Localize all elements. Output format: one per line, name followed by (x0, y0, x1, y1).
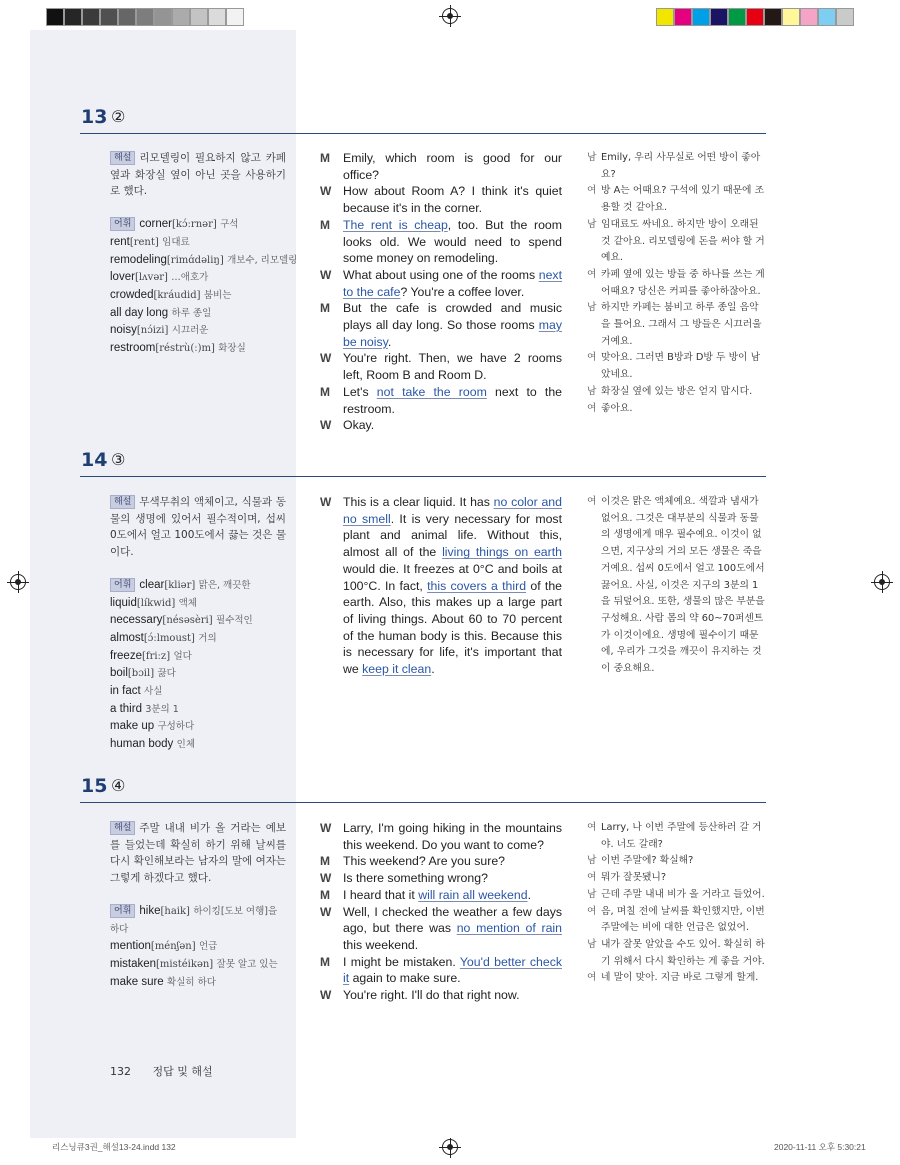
translation-speaker: 여 (587, 872, 597, 884)
dialogue-text (343, 384, 562, 417)
explanation (110, 150, 286, 200)
dialogue-line (320, 183, 562, 216)
vocab-word: mistaken (110, 957, 157, 970)
color-swatch (208, 8, 226, 26)
translation-line (587, 970, 767, 987)
translation-line (587, 183, 767, 216)
translation-speaker: 남 (587, 385, 597, 397)
dialogue-fragment: This weekend? Are you sure? (343, 854, 506, 869)
translation-text: 이것은 맑은 액체예요. 색깔과 냄새가 없어요. 그것은 대부분의 식물과 동물의 생명에게 매우 필수예요. 이것이 없으면, 지구상의 거의 모든 생물은 죽을 거예요. 섭씨 0도에서 얼고 100도에서 끓어요. 사실, 이것은 지구의 3분의 1을 뒤덮어요. 또한, 생물의 많은 부분을 구성해요. 사람 몸의 약 60~70퍼센트가 이것이에요. 생명에 필수이기 때문에, 우리가 그것을 깨끗이 유지하는 것이 중요해요. (601, 496, 765, 675)
dialogue-text (343, 987, 562, 1004)
translation-line (587, 904, 767, 937)
key-phrase: living things on earth (442, 545, 562, 560)
dialogue-text (343, 267, 562, 300)
translation-speaker: 여 (587, 402, 597, 414)
translation-speaker: 여 (587, 822, 597, 833)
registration-mark-left (10, 574, 26, 590)
translation-speaker: 여 (587, 185, 597, 197)
color-swatch (154, 8, 172, 26)
translation-speaker: 남 (587, 938, 597, 950)
dialogue-script (320, 494, 562, 678)
color-swatch (656, 8, 674, 26)
vocab-item (110, 903, 286, 938)
key-phrase: this covers a third (427, 578, 527, 593)
dialogue-script (320, 820, 562, 1004)
vocab-word: human body (110, 738, 174, 751)
explanation-column (110, 150, 298, 358)
dialogue-line (320, 494, 562, 678)
dialogue-text (343, 183, 562, 216)
translation-speaker: 여 (587, 972, 597, 984)
dialogue-fragment: ? You're a coffee lover. (400, 284, 525, 299)
dialogue-line (320, 350, 562, 383)
dialogue-fragment: But the cafe is crowded and music plays all day long. So those rooms (343, 301, 562, 333)
speaker-label: W (320, 267, 332, 282)
color-swatch-bar-left (46, 8, 244, 26)
vocab-badge: 어휘 (110, 578, 135, 592)
translation-line (587, 150, 767, 183)
question-number: 13 (81, 106, 108, 128)
dialogue-fragment: This is a clear liquid. It has (343, 495, 494, 509)
translation-line (587, 937, 767, 970)
dialogue-fragment: Larry, I'm going hiking in the mountains this weekend. Do you want to come? (343, 821, 562, 852)
translation-text: 좋아요. (601, 402, 633, 414)
explanation-column (110, 494, 286, 754)
vocab-meaning: 끓다 (157, 668, 176, 680)
vocab-item (110, 269, 286, 287)
vocab-word: restroom (110, 342, 156, 355)
vocab-meaning: …애호가 (171, 272, 209, 284)
vocab-word: boil (110, 667, 128, 680)
vocab-item (110, 701, 286, 719)
vocab-pronunciation: [nésəsèri] (162, 615, 213, 627)
color-swatch (190, 8, 208, 26)
dialogue-script (320, 150, 562, 434)
explanation-badge: 해설 (110, 821, 135, 835)
translation-text: 내가 잘못 알았을 수도 있어. 확실히 하기 위해서 다시 확인하는 게 좋을 거야. (601, 938, 765, 967)
vocab-pronunciation: [friːz] (141, 650, 171, 662)
vocab-pronunciation: [ɔ́ːlmoust] (143, 632, 195, 644)
vocab-pronunciation: [lʌvər] (134, 272, 168, 284)
translation-text: 음, 며칠 전에 날씨를 확인했지만, 이번 주말에는 비에 대한 언급은 없었어. (601, 905, 765, 934)
print-slug-timestamp: 2020-11-11 오후 5:30:21 (774, 1142, 866, 1152)
vocab-word: noisy (110, 324, 137, 337)
explanation-column (110, 820, 286, 991)
dialogue-text (343, 954, 562, 987)
registration-mark-right (874, 574, 890, 590)
translation-text: 맞아요. 그러면 B방과 D방 두 방이 남았네요. (601, 352, 761, 381)
translation-text: 화장실 옆에 있는 방은 얻지 맙시다. (601, 385, 753, 397)
dialogue-fragment: . (387, 334, 392, 349)
color-swatch (710, 8, 728, 26)
dialogue-line (320, 384, 562, 417)
speaker-label: M (320, 151, 330, 165)
section-name: 정답 및 해설 (152, 1065, 213, 1078)
translation-speaker: 여 (587, 268, 597, 280)
speaker-label: W (320, 418, 332, 433)
vocab-item (110, 630, 286, 648)
question-answer: ④ (111, 776, 126, 795)
explanation-badge: 해설 (110, 151, 135, 165)
vocab-meaning: 하루 종일 (171, 307, 212, 319)
dialogue-text (343, 417, 562, 434)
translation-text: 네 말이 맞아. 지금 바로 그렇게 할게. (601, 972, 759, 984)
translation-text: Larry, 나 이번 주말에 등산하러 갈 거야. 너도 갈래? (601, 822, 762, 850)
dialogue-text (343, 350, 562, 383)
dialogue-line (320, 870, 562, 887)
vocab-meaning: 개보수, 리모델링 (227, 254, 298, 266)
speaker-label: M (320, 384, 330, 399)
vocab-meaning: 잘못 알고 있는 (216, 958, 278, 970)
vocab-item (110, 305, 286, 323)
vocab-word: necessary (110, 614, 163, 627)
color-swatch (728, 8, 746, 26)
vocab-word: almost (110, 631, 144, 644)
question-number: 14 (81, 449, 108, 471)
translation-speaker: 여 (587, 352, 597, 364)
question-header (80, 106, 766, 134)
vocab-meaning: 언급 (198, 941, 218, 953)
translation-line (587, 887, 767, 904)
dialogue-line (320, 217, 562, 267)
dialogue-text (343, 904, 562, 954)
key-phrase: no mention of rain (456, 921, 562, 936)
vocab-pronunciation: [kɔ́ːrnər] (172, 219, 217, 231)
translation-line (587, 820, 767, 853)
color-swatch (136, 8, 154, 26)
translation-column (587, 494, 767, 678)
vocab-word: lover (110, 271, 135, 284)
key-phrase: You'd better check it (343, 954, 563, 986)
translation-speaker: 여 (587, 496, 597, 507)
translation-column (587, 820, 767, 987)
translation-line (587, 217, 767, 267)
dialogue-fragment: Okay. (343, 418, 375, 433)
vocab-pronunciation: [réstrù(ː)m] (155, 343, 215, 355)
vocab-word: freeze (110, 649, 142, 662)
dialogue-line (320, 954, 562, 987)
color-swatch (118, 8, 136, 26)
speaker-label: W (320, 351, 332, 366)
vocab-meaning: 시끄러운 (171, 325, 209, 337)
vocab-meaning: 임대료 (162, 236, 190, 248)
dialogue-text (343, 300, 562, 350)
speaker-label: W (320, 184, 332, 199)
vocab-pronunciation: [mistéikən] (156, 958, 214, 970)
vocab-item (110, 252, 298, 270)
dialogue-fragment: How about Room A? I think it's quiet because it's in the corner. (343, 184, 562, 216)
question-number: 15 (81, 775, 108, 797)
vocab-word: hike (139, 904, 161, 917)
vocab-item (110, 683, 286, 701)
vocab-item (110, 956, 286, 974)
vocab-meaning: 확실히 하다 (167, 976, 216, 988)
color-swatch (782, 8, 800, 26)
vocab-item (110, 287, 286, 305)
dialogue-line (320, 904, 562, 954)
color-swatch (82, 8, 100, 26)
vocab-word: in fact (110, 685, 141, 698)
dialogue-fragment: I might be mistaken. (343, 954, 460, 969)
vocab-pronunciation: [rent] (129, 236, 159, 248)
color-swatch (674, 8, 692, 26)
translation-text: 뭐가 잘못됐니? (601, 872, 667, 884)
color-swatch-bar-right (656, 8, 854, 26)
vocab-pronunciation: [rimɑ́dəliŋ] (166, 254, 224, 266)
vocab-item (110, 340, 286, 358)
translation-line (587, 350, 767, 383)
dialogue-fragment: What about using one of the rooms (343, 267, 539, 282)
vocab-item (110, 665, 286, 683)
translation-text: 카페 옆에 있는 방들 중 하나를 쓰는 게 어때요? 당신은 커피를 좋아하잖아요. (601, 268, 765, 297)
translation-speaker: 남 (587, 152, 597, 163)
dialogue-text (343, 887, 562, 904)
vocab-pronunciation: [nɔ́izi] (136, 325, 169, 337)
dialogue-fragment: of the earth. Also, this makes up a large part of living things. About 60 to 70 percent of the human body is this. Because this is necessary for life, it's important that we (343, 578, 562, 677)
page-number: 132 (110, 1065, 131, 1078)
vocab-meaning: 붐비는 (203, 289, 232, 301)
registration-mark-top (442, 8, 458, 24)
dialogue-fragment: Emily, which room is good for our office? (343, 151, 562, 182)
dialogue-line (320, 417, 562, 434)
question-header (80, 775, 766, 803)
vocab-meaning: 액체 (178, 597, 197, 609)
dialogue-text (343, 870, 562, 887)
explanation-text: 리모델링이 필요하지 않고 카페 옆과 화장실 옆이 아닌 곳을 사용하기로 했다. (110, 152, 286, 198)
key-phrase: not take the room (376, 384, 487, 399)
speaker-label: W (320, 871, 332, 886)
translation-text: 이번 주말에? 확실해? (601, 855, 694, 867)
vocab-list (110, 577, 286, 754)
translation-line (587, 401, 767, 418)
vocab-pronunciation: [kliər] (164, 579, 196, 591)
vocab-meaning: 하이킹[도보 여행]을 하다 (110, 905, 278, 935)
color-swatch (226, 8, 244, 26)
translation-text: Emily, 우리 사무실로 어떤 방이 좋아요? (601, 152, 761, 180)
key-phrase: The rent is cheap (343, 217, 448, 232)
vocab-meaning: 거의 (198, 632, 217, 644)
vocab-item (110, 322, 286, 340)
speaker-label: W (320, 988, 332, 1003)
explanation-text: 주말 내내 비가 올 거라는 예보를 들었는데 확실히 하기 위해 날씨를 다시 확인해보라는 남자의 말에 여자는 그렇게 하겠다고 했다. (110, 822, 286, 885)
dialogue-fragment: . It is very necessary for most plant and animal life. Without this, almost all of the (343, 511, 563, 560)
color-swatch (764, 8, 782, 26)
speaker-label: W (320, 821, 332, 835)
dialogue-line (320, 987, 562, 1004)
dialogue-fragment: would die. It freezes at 0°C and boils at 100°C. In fact, (343, 561, 562, 593)
key-phrase: next to the cafe (343, 267, 562, 299)
page-footer (110, 1063, 213, 1079)
vocab-word: corner (139, 218, 172, 231)
vocab-pronunciation: [ménʃən] (150, 941, 196, 953)
dialogue-line (320, 267, 562, 300)
color-swatch (692, 8, 710, 26)
color-swatch (172, 8, 190, 26)
translation-line (587, 300, 767, 350)
translation-text: 하지만 카페는 붐비고 하루 종일 음악을 틀어요. 그래서 그 방들은 시끄러울 거예요. (601, 302, 762, 347)
vocab-pronunciation: [kráudid] (153, 289, 201, 301)
translation-column (587, 150, 767, 417)
vocab-meaning: 구석 (220, 219, 239, 231)
explanation-badge: 해설 (110, 495, 135, 509)
dialogue-fragment: You're right. I'll do that right now. (343, 988, 520, 1003)
translation-line (587, 870, 767, 887)
vocab-meaning: 인체 (176, 739, 195, 751)
vocab-word: liquid (110, 596, 137, 609)
translation-text: 방 A는 어때요? 구석에 있기 때문에 조용할 것 같아요. (601, 185, 765, 214)
translation-line (587, 853, 767, 870)
vocab-word: a third (110, 702, 142, 715)
color-swatch (64, 8, 82, 26)
vocab-badge: 어휘 (110, 217, 135, 231)
key-phrase: will rain all weekend (418, 887, 528, 902)
vocab-badge: 어휘 (110, 904, 135, 918)
dialogue-text (343, 853, 562, 870)
dialogue-fragment: You're right. Then, we have 2 rooms left, Room B and Room D. (343, 351, 562, 383)
vocab-pronunciation: [bɔil] (127, 668, 155, 680)
color-swatch (746, 8, 764, 26)
dialogue-line (320, 150, 562, 183)
dialogue-line (320, 887, 562, 904)
speaker-label: W (320, 495, 332, 509)
dialogue-fragment: Is there something wrong? (343, 871, 488, 886)
print-slug-file: 리스닝큐3권_해설13-24.indd 132 (52, 1142, 176, 1152)
color-swatch (836, 8, 854, 26)
vocab-meaning: 3분의 1 (145, 703, 179, 715)
vocab-meaning: 필수적인 (216, 615, 253, 627)
vocab-meaning: 사실 (144, 686, 163, 698)
question-header (80, 449, 766, 477)
dialogue-text (343, 494, 562, 678)
dialogue-fragment: . (431, 662, 435, 677)
color-swatch (100, 8, 118, 26)
dialogue-line (320, 853, 562, 870)
vocab-item (110, 612, 286, 630)
vocab-item (110, 234, 286, 252)
vocab-pronunciation: [líkwid] (136, 597, 176, 609)
key-phrase: may be noisy (343, 318, 562, 349)
translation-line (587, 384, 767, 401)
translation-speaker: 남 (587, 855, 597, 867)
translation-speaker: 여 (587, 905, 597, 917)
vocab-item (110, 974, 286, 992)
vocab-word: make sure (110, 975, 164, 988)
dialogue-text (343, 217, 562, 267)
translation-line (587, 494, 767, 678)
question-answer: ③ (111, 450, 126, 469)
vocab-list (110, 903, 286, 992)
vocab-item (110, 938, 286, 956)
dialogue-fragment: Let's (343, 384, 377, 399)
speaker-label: W (320, 904, 332, 919)
translation-line (587, 267, 767, 300)
vocab-item (110, 736, 286, 754)
dialogue-line (320, 820, 562, 853)
dialogue-fragment: this weekend. (343, 937, 419, 952)
translation-speaker: 남 (587, 218, 597, 230)
speaker-label: M (320, 954, 330, 969)
dialogue-text (343, 820, 562, 853)
dialogue-fragment: Well, I checked the weather a few days ago, but there was (343, 904, 562, 936)
vocab-word: make up (110, 720, 155, 733)
key-phrase: keep it clean (362, 662, 432, 677)
vocab-item (110, 648, 286, 666)
vocab-item (110, 577, 286, 595)
vocab-word: rent (110, 235, 130, 248)
vocab-word: remodeling (110, 253, 167, 266)
vocab-item (110, 216, 286, 234)
vocab-word: clear (139, 578, 165, 591)
vocab-word: all day long (110, 306, 169, 319)
vocab-word: mention (110, 940, 151, 953)
vocab-meaning: 화장실 (218, 343, 246, 355)
color-swatch (46, 8, 64, 26)
color-swatch (800, 8, 818, 26)
dialogue-fragment: , too. But the room looks old. We would need to spend some money on remodeling. (343, 217, 562, 266)
vocab-word: crowded (110, 288, 154, 301)
dialogue-line (320, 300, 562, 350)
speaker-label: M (320, 217, 330, 232)
vocab-pronunciation: [haik] (160, 905, 190, 917)
vocab-meaning: 맑은, 깨끗한 (198, 579, 251, 591)
color-swatch (818, 8, 836, 26)
speaker-label: M (320, 887, 330, 902)
dialogue-fragment: . (527, 887, 531, 902)
dialogue-fragment: next to the restroom. (343, 384, 563, 416)
dialogue-fragment: again to make sure. (349, 971, 461, 986)
translation-text: 근데 주말 내내 비가 올 거라고 들었어. (601, 888, 765, 900)
key-phrase: no color and no smell (343, 495, 562, 526)
explanation-text: 무색무취의 액체이고, 식물과 동물의 생명에 있어서 필수적이며, 섭씨 0도에서 얼고 100도에서 끓는 것은 물이다. (110, 496, 286, 559)
translation-speaker: 남 (587, 888, 597, 900)
vocab-meaning: 얼다 (173, 650, 192, 662)
dialogue-fragment: I heard that it (343, 887, 419, 902)
speaker-label: M (320, 854, 330, 869)
registration-mark-bottom (442, 1139, 458, 1155)
vocab-list (110, 216, 298, 358)
vocab-item (110, 718, 286, 736)
question-answer: ② (111, 107, 126, 126)
explanation (110, 494, 286, 561)
vocab-meaning: 구성하다 (157, 721, 195, 733)
dialogue-text (343, 150, 562, 183)
translation-speaker: 남 (587, 302, 597, 314)
translation-text: 임대료도 싸네요. 하지만 방이 오래된 것 같아요. 리모델링에 돈을 써야 할 거예요. (601, 218, 765, 264)
speaker-label: M (320, 301, 330, 316)
explanation (110, 820, 286, 887)
vocab-item (110, 595, 286, 613)
